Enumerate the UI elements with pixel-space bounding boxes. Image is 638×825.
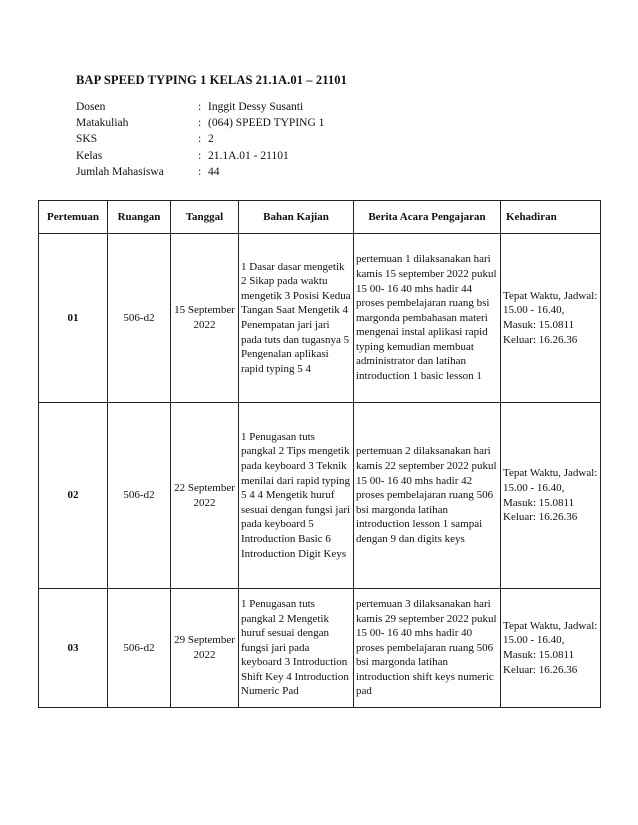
info-value: 44 xyxy=(208,165,220,178)
header-tanggal: Tanggal xyxy=(171,201,239,234)
header-kehadiran: Kehadiran xyxy=(501,201,601,234)
info-row-matakuliah xyxy=(76,115,324,131)
cell-ruangan: 506-d2 xyxy=(108,403,171,589)
info-label: Kelas xyxy=(76,149,103,162)
info-label: Jumlah Mahasiswa xyxy=(76,165,164,178)
cell-kehadiran: Tepat Waktu, Jadwal: 15.00 - 16.40, Masuk: 15.0811 Keluar: 16.26.36 xyxy=(501,403,601,589)
info-value: (064) SPEED TYPING 1 xyxy=(208,117,325,130)
table-header-row xyxy=(39,201,601,234)
table-row xyxy=(39,403,601,589)
course-info xyxy=(76,99,324,180)
cell-bahan-kajian: 1 Penugasan tuts pangkal 2 Mengetik huruf sesuai dengan fungsi jari pada keyboard 3 Introduction Shift Key 4 Introduction Numeric Pad xyxy=(239,589,354,708)
header-bahan-kajian: Bahan Kajian xyxy=(239,201,354,234)
cell-tanggal: 22 September 2022 xyxy=(171,403,239,589)
info-separator: : xyxy=(198,101,202,113)
cell-tanggal: 29 September 2022 xyxy=(171,589,239,708)
cell-pertemuan: 01 xyxy=(39,234,108,403)
info-label: Dosen xyxy=(76,101,106,113)
table-row xyxy=(39,234,601,403)
info-separator: : xyxy=(198,117,202,130)
header-pertemuan: Pertemuan xyxy=(39,201,108,234)
cell-berita-acara: pertemuan 1 dilaksanakan hari kamis 15 september 2022 pukul 15 00- 16 40 mhs hadir 44 proses pembelajaran ruang bsi margonda pembahasan materi mengenai instal aplikasi rapid typing kemudian membuat administrator dan latihan introduction 1 basic lesson 1 xyxy=(354,234,501,403)
info-separator: : xyxy=(198,149,202,162)
cell-pertemuan: 03 xyxy=(39,589,108,708)
header-berita-acara: Berita Acara Pengajaran xyxy=(354,201,501,234)
info-row-kelas xyxy=(76,148,324,164)
cell-tanggal: 15 September 2022 xyxy=(171,234,239,403)
info-value: 21.1A.01 - 21101 xyxy=(208,149,289,162)
attendance-table xyxy=(38,200,601,708)
cell-kehadiran: Tepat Waktu, Jadwal: 15.00 - 16.40, Masuk: 15.0811 Keluar: 16.26.36 xyxy=(501,234,601,403)
info-row-jumlah-mahasiswa xyxy=(76,164,324,180)
info-value: 2 xyxy=(208,133,214,146)
info-separator: : xyxy=(198,165,202,178)
cell-bahan-kajian: 1 Dasar dasar mengetik 2 Sikap pada waktu mengetik 3 Posisi Kedua Tangan Saat Mengetik 4 Penempatan jari jari pada tuts dan tugasnya 5 Pengenalan aplikasi rapid typing 5 4 xyxy=(239,234,354,403)
cell-berita-acara: pertemuan 2 dilaksanakan hari kamis 22 september 2022 pukul 15 00- 16 40 mhs hadir 42 proses pembelajaran ruang 506 bsi margonda latihan introduction lesson 1 sampai dengan 9 dan digits keys xyxy=(354,403,501,589)
cell-kehadiran: Tepat Waktu, Jadwal: 15.00 - 16.40, Masuk: 15.0811 Keluar: 16.26.36 xyxy=(501,589,601,708)
cell-pertemuan: 02 xyxy=(39,403,108,589)
document-title: BAP SPEED TYPING 1 KELAS 21.1A.01 – 21101 xyxy=(76,73,347,87)
info-row-sks xyxy=(76,131,324,147)
info-label: SKS xyxy=(76,133,98,146)
info-row-dosen xyxy=(76,99,324,115)
cell-ruangan: 506-d2 xyxy=(108,234,171,403)
info-separator: : xyxy=(198,133,202,146)
cell-ruangan: 506-d2 xyxy=(108,589,171,708)
header-ruangan: Ruangan xyxy=(108,201,171,234)
info-value: Inggit Dessy Susanti xyxy=(208,101,304,113)
info-label: Matakuliah xyxy=(76,117,129,130)
cell-berita-acara: pertemuan 3 dilaksanakan hari kamis 29 september 2022 pukul 15 00- 16 40 mhs hadir 40 proses pembelajaran ruang 506 bsi margonda latihan introduction shift keys numeric pad xyxy=(354,589,501,708)
table-row xyxy=(39,589,601,708)
cell-bahan-kajian: 1 Penugasan tuts pangkal 2 Tips mengetik pada keyboard 3 Teknik menilai dari rapid typing 5 4 4 Mengetik huruf sesuai dengan fungsi jari pada keyboard 5 Introduction Basic 6 Introduction Digit Keys xyxy=(239,403,354,589)
